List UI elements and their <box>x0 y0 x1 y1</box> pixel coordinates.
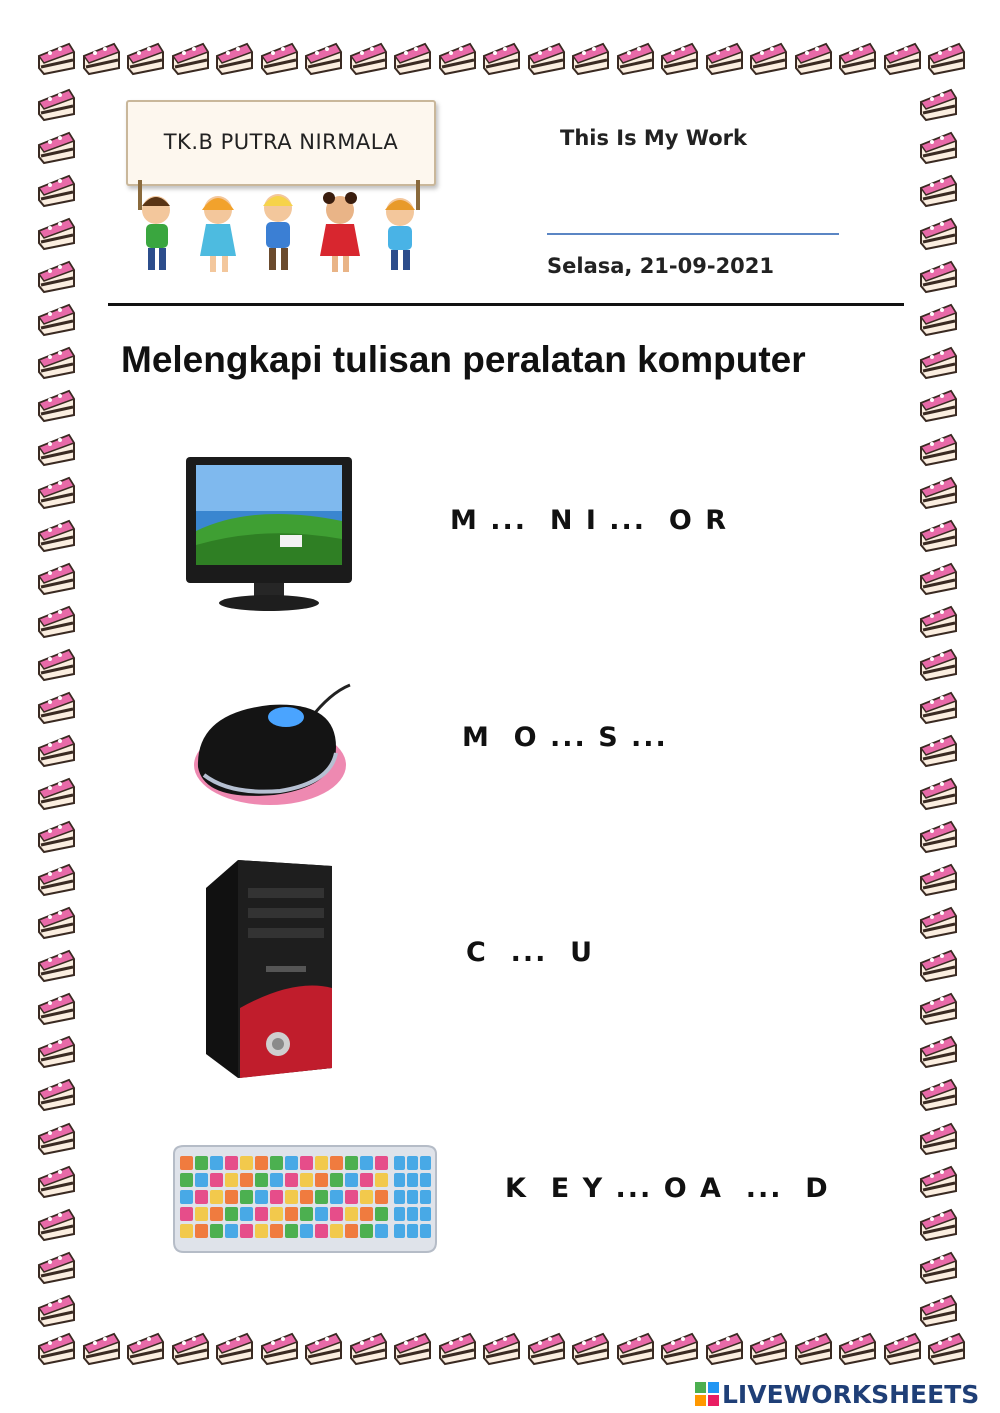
cake-border-icon <box>36 773 76 811</box>
cake-border-icon <box>926 38 966 76</box>
cake-border-icon <box>36 816 76 854</box>
keyboard-key <box>225 1207 238 1221</box>
cake-border-icon <box>81 38 121 76</box>
keyboard-key <box>255 1173 268 1187</box>
keyboard-key <box>375 1224 388 1238</box>
cake-border-icon <box>659 1328 699 1366</box>
keyboard-key <box>360 1190 373 1204</box>
keyboard-key <box>195 1173 208 1187</box>
cake-border-icon <box>748 1328 788 1366</box>
cake-border-icon <box>918 945 958 983</box>
keyboard-key <box>210 1156 223 1170</box>
keyboard-key <box>180 1156 193 1170</box>
cake-border-icon <box>615 38 655 76</box>
cake-border-icon <box>36 601 76 639</box>
keyboard-key <box>225 1156 238 1170</box>
keyboard-key <box>345 1190 358 1204</box>
keyboard-key <box>300 1173 313 1187</box>
keyboard-key <box>407 1224 418 1238</box>
keyboard-key <box>180 1224 193 1238</box>
keyboard-key <box>270 1224 283 1238</box>
keyboard-key <box>407 1207 418 1221</box>
cake-border-icon <box>36 859 76 897</box>
cake-border-icon <box>36 385 76 423</box>
keyboard-key <box>375 1173 388 1187</box>
page-title: Melengkapi tulisan peralatan komputer <box>121 339 806 380</box>
word-prompt-cpu: C ... U <box>466 937 595 968</box>
cake-border-icon <box>704 1328 744 1366</box>
cake-border-icon <box>918 342 958 380</box>
cake-border-icon <box>704 38 744 76</box>
keyboard-key <box>345 1224 358 1238</box>
keyboard-key <box>180 1207 193 1221</box>
keyboard-key <box>420 1224 431 1238</box>
keyboard-key <box>330 1207 343 1221</box>
keyboard-key <box>394 1207 405 1221</box>
keyboard-key <box>345 1207 358 1221</box>
keyboard-key <box>330 1190 343 1204</box>
cake-border-icon <box>918 170 958 208</box>
cake-border-icon <box>481 38 521 76</box>
keyboard-key <box>315 1224 328 1238</box>
keyboard-key <box>210 1173 223 1187</box>
cake-border-icon <box>36 1247 76 1285</box>
border-bottom <box>36 1328 966 1374</box>
cake-border-icon <box>36 730 76 768</box>
cake-border-icon <box>918 213 958 251</box>
keyboard-key <box>255 1190 268 1204</box>
cake-border-icon <box>918 299 958 337</box>
keyboard-key <box>420 1207 431 1221</box>
cake-border-icon <box>918 988 958 1026</box>
cake-border-icon <box>918 1031 958 1069</box>
keyboard-key <box>330 1224 343 1238</box>
cake-border-icon <box>918 816 958 854</box>
liveworksheets-watermark <box>694 1378 979 1410</box>
cake-border-icon <box>918 429 958 467</box>
border-right <box>918 84 964 1328</box>
keyboard-key <box>240 1207 253 1221</box>
cake-border-icon <box>36 256 76 294</box>
cake-border-icon <box>918 687 958 725</box>
keyboard-key <box>360 1173 373 1187</box>
keyboard-key <box>420 1190 431 1204</box>
cake-border-icon <box>36 38 76 76</box>
keyboard-key <box>270 1207 283 1221</box>
header-divider <box>108 303 904 306</box>
kids-holding-sign-icon <box>126 180 432 280</box>
cake-border-icon <box>918 385 958 423</box>
cake-border-icon <box>918 1204 958 1242</box>
cake-border-icon <box>918 1247 958 1285</box>
keyboard-icon <box>170 1144 440 1256</box>
watermark-text: LIVEWORKSHEETS <box>722 1379 980 1409</box>
cake-border-icon <box>918 730 958 768</box>
keyboard-key <box>345 1156 358 1170</box>
cake-border-icon <box>36 1031 76 1069</box>
border-top <box>36 38 966 84</box>
cake-border-icon <box>36 299 76 337</box>
cake-border-icon <box>36 1204 76 1242</box>
cake-border-icon <box>125 1328 165 1366</box>
keyboard-key <box>195 1156 208 1170</box>
cake-border-icon <box>36 1118 76 1156</box>
cake-border-icon <box>125 38 165 76</box>
keyboard-key <box>285 1190 298 1204</box>
keyboard-key <box>315 1156 328 1170</box>
cake-border-icon <box>437 38 477 76</box>
cake-border-icon <box>36 170 76 208</box>
cake-border-icon <box>918 859 958 897</box>
cake-border-icon <box>348 1328 388 1366</box>
cake-border-icon <box>36 472 76 510</box>
cake-border-icon <box>36 687 76 725</box>
keyboard-key <box>315 1173 328 1187</box>
cake-border-icon <box>36 429 76 467</box>
cake-border-icon <box>615 1328 655 1366</box>
cake-border-icon <box>837 38 877 76</box>
keyboard-key <box>360 1224 373 1238</box>
keyboard-key <box>394 1156 405 1170</box>
keyboard-key <box>180 1190 193 1204</box>
cake-border-icon <box>918 515 958 553</box>
cake-border-icon <box>303 1328 343 1366</box>
cake-border-icon <box>793 38 833 76</box>
keyboard-key <box>210 1190 223 1204</box>
keyboard-key <box>255 1207 268 1221</box>
cake-border-icon <box>214 38 254 76</box>
cake-border-icon <box>36 84 76 122</box>
cake-border-icon <box>837 1328 877 1366</box>
keyboard-key <box>375 1156 388 1170</box>
cake-border-icon <box>918 558 958 596</box>
keyboard-key <box>394 1190 405 1204</box>
keyboard-key <box>240 1190 253 1204</box>
keyboard-key <box>240 1173 253 1187</box>
keyboard-key <box>225 1190 238 1204</box>
cake-border-icon <box>918 256 958 294</box>
school-name: TK.B PUTRA NIRMALA <box>163 130 399 154</box>
cake-border-icon <box>36 902 76 940</box>
keyboard-key <box>225 1173 238 1187</box>
cake-border-icon <box>926 1328 966 1366</box>
cake-border-icon <box>36 342 76 380</box>
cake-border-icon <box>918 773 958 811</box>
keyboard-key <box>300 1190 313 1204</box>
cake-border-icon <box>918 644 958 682</box>
keyboard-key <box>315 1207 328 1221</box>
word-prompt-monitor: M ... N I ... O R <box>450 505 728 536</box>
word-prompt-mouse: M O ... S ... <box>462 722 668 753</box>
keyboard-key <box>240 1224 253 1238</box>
cake-border-icon <box>259 1328 299 1366</box>
keyboard-key <box>195 1224 208 1238</box>
cake-border-icon <box>303 38 343 76</box>
cake-border-icon <box>570 1328 610 1366</box>
cpu-tower-icon <box>204 858 334 1080</box>
keyboard-key <box>360 1156 373 1170</box>
keyboard-key <box>300 1224 313 1238</box>
keyboard-key <box>360 1207 373 1221</box>
liveworksheets-logo-icon <box>694 1381 720 1407</box>
keyboard-key <box>195 1190 208 1204</box>
word-prompt-keyboard: K E Y ... O A ... D <box>505 1173 830 1204</box>
cake-border-icon <box>526 1328 566 1366</box>
cake-border-icon <box>918 1161 958 1199</box>
keyboard-key <box>375 1190 388 1204</box>
keyboard-key <box>300 1156 313 1170</box>
keyboard-key <box>420 1173 431 1187</box>
cake-border-icon <box>36 1074 76 1112</box>
keyboard-key <box>180 1173 193 1187</box>
name-line <box>547 233 839 235</box>
cake-border-icon <box>918 472 958 510</box>
keyboard-key <box>420 1156 431 1170</box>
work-label: This Is My Work <box>560 126 747 150</box>
cake-border-icon <box>526 38 566 76</box>
cake-border-icon <box>918 127 958 165</box>
cake-border-icon <box>481 1328 521 1366</box>
cake-border-icon <box>882 1328 922 1366</box>
keyboard-key <box>255 1224 268 1238</box>
keyboard-key <box>300 1207 313 1221</box>
cake-border-icon <box>170 38 210 76</box>
keyboard-key <box>285 1156 298 1170</box>
cake-border-icon <box>918 902 958 940</box>
cake-border-icon <box>36 127 76 165</box>
keyboard-key <box>285 1224 298 1238</box>
keyboard-key <box>394 1173 405 1187</box>
cake-border-icon <box>348 38 388 76</box>
cake-border-icon <box>437 1328 477 1366</box>
cake-border-icon <box>392 38 432 76</box>
cake-border-icon <box>748 38 788 76</box>
keyboard-key <box>407 1173 418 1187</box>
keyboard-key <box>407 1156 418 1170</box>
cake-border-icon <box>918 1118 958 1156</box>
cake-border-icon <box>918 601 958 639</box>
keyboard-key <box>315 1190 328 1204</box>
date-text: Selasa, 21-09-2021 <box>547 254 775 278</box>
cake-border-icon <box>259 38 299 76</box>
keyboard-key <box>285 1173 298 1187</box>
keyboard-key <box>225 1224 238 1238</box>
keyboard-key <box>210 1224 223 1238</box>
cake-border-icon <box>882 38 922 76</box>
keyboard-key <box>394 1224 405 1238</box>
keyboard-key <box>407 1190 418 1204</box>
cake-border-icon <box>36 515 76 553</box>
cake-border-icon <box>36 988 76 1026</box>
cake-border-icon <box>36 213 76 251</box>
cake-border-icon <box>793 1328 833 1366</box>
cake-border-icon <box>659 38 699 76</box>
border-left <box>36 84 82 1328</box>
keyboard-key <box>270 1156 283 1170</box>
cake-border-icon <box>918 84 958 122</box>
cake-border-icon <box>170 1328 210 1366</box>
keyboard-key <box>345 1173 358 1187</box>
keyboard-key <box>330 1173 343 1187</box>
cake-border-icon <box>570 38 610 76</box>
keyboard-key <box>210 1207 223 1221</box>
keyboard-key <box>330 1156 343 1170</box>
monitor-icon <box>184 453 356 615</box>
cake-border-icon <box>392 1328 432 1366</box>
cake-border-icon <box>36 558 76 596</box>
cake-border-icon <box>36 1328 76 1366</box>
keyboard-key <box>285 1207 298 1221</box>
keyboard-key <box>270 1173 283 1187</box>
keyboard-key <box>240 1156 253 1170</box>
cake-border-icon <box>36 945 76 983</box>
school-sign <box>126 100 436 186</box>
cake-border-icon <box>214 1328 254 1366</box>
cake-border-icon <box>36 644 76 682</box>
keyboard-key <box>270 1190 283 1204</box>
keyboard-key <box>375 1207 388 1221</box>
keyboard-key <box>255 1156 268 1170</box>
cake-border-icon <box>81 1328 121 1366</box>
cake-border-icon <box>36 1290 76 1328</box>
cake-border-icon <box>918 1290 958 1328</box>
mouse-icon <box>190 683 352 810</box>
keyboard-key <box>195 1207 208 1221</box>
cake-border-icon <box>918 1074 958 1112</box>
cake-border-icon <box>36 1161 76 1199</box>
